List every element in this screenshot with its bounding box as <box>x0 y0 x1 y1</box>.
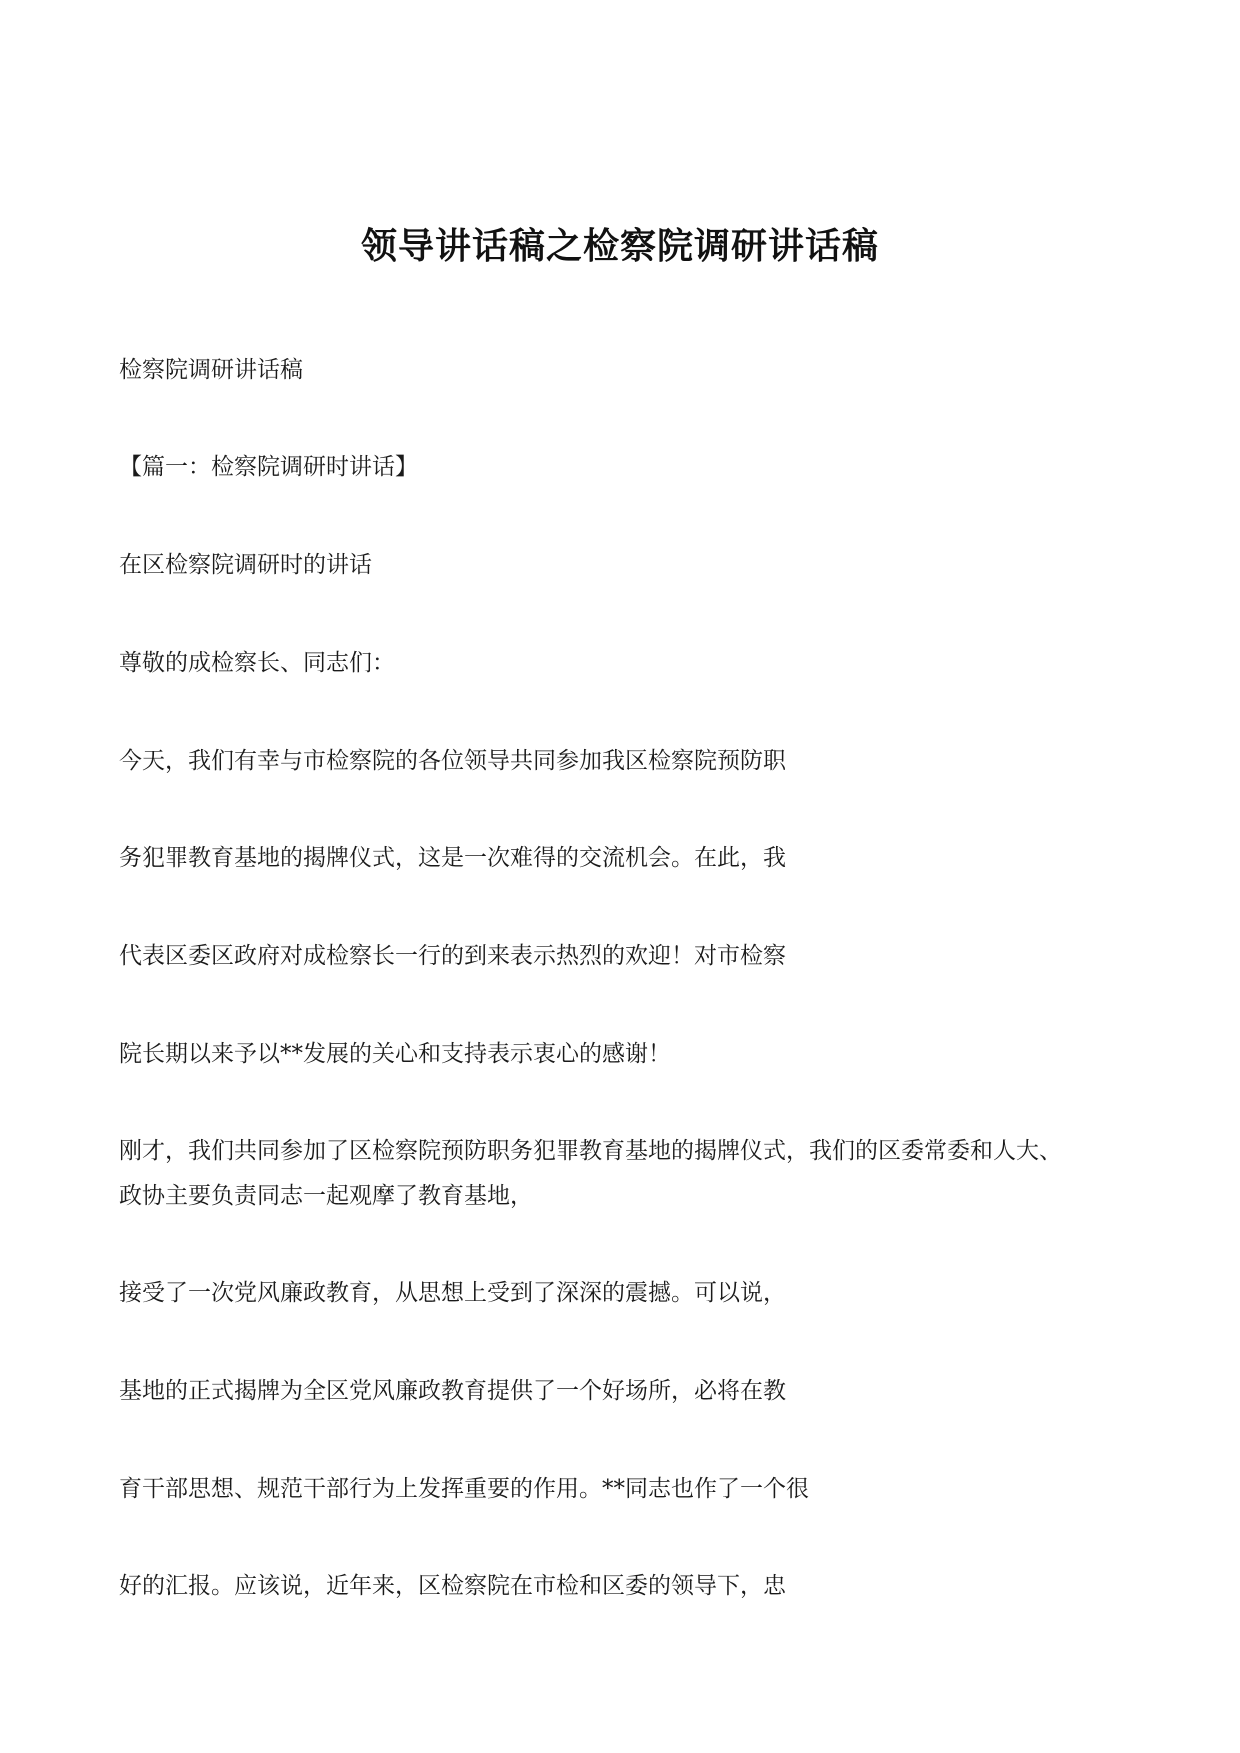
text-line: 今天，我们有幸与市检察院的各位领导共同参加我区检察院预防职 <box>119 748 786 774</box>
text-line: 刚才，我们共同参加了区检察院预防职务犯罪教育基地的揭牌仪式，我们的区委常委和人大、 <box>119 1138 1062 1164</box>
text-line: 代表区委区政府对成检察长一行的到来表示热烈的欢迎！对市检察 <box>119 943 786 969</box>
text-line: 政协主要负责同志一起观摩了教育基地， <box>119 1183 533 1209</box>
text-line: 育干部思想、规范干部行为上发挥重要的作用。**同志也作了一个很 <box>119 1476 809 1502</box>
text-line: 检察院调研讲话稿 <box>119 357 303 383</box>
text-line: 务犯罪教育基地的揭牌仪式，这是一次难得的交流机会。在此，我 <box>119 845 786 871</box>
text-line: 基地的正式揭牌为全区党风廉政教育提供了一个好场所，必将在教 <box>119 1378 786 1404</box>
text-line: 【篇一：检察院调研时讲话】 <box>119 454 418 480</box>
document-title: 领导讲话稿之检察院调研讲话稿 <box>360 225 879 267</box>
text-line: 在区检察院调研时的讲话 <box>119 552 372 578</box>
text-line: 院长期以来予以**发展的关心和支持表示衷心的感谢！ <box>119 1041 671 1067</box>
text-line: 尊敬的成检察长、同志们： <box>119 650 395 676</box>
text-line: 接受了一次党风廉政教育，从思想上受到了深深的震撼。可以说， <box>119 1280 786 1306</box>
text-line: 好的汇报。应该说，近年来，区检察院在市检和区委的领导下，忠 <box>119 1573 786 1599</box>
